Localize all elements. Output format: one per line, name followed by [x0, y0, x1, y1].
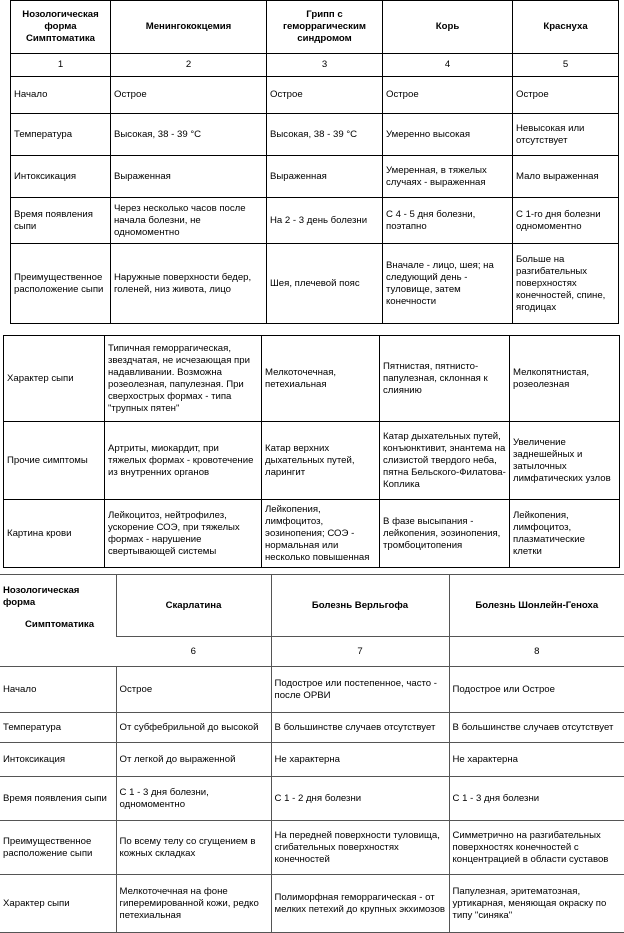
table-cell: Лейкоцитоз, нейтрофилез, ускорение СОЭ, при тяжелых формах - нарушение свертывающей системы — [105, 500, 262, 568]
table-cell: Подострое или Острое — [449, 667, 624, 713]
table-cell: Симметрично на разгибательных поверхностях конечностей с концентрацией в области суставов — [449, 821, 624, 875]
table-part-1 — [10, 0, 619, 324]
table-cell: Полиморфная геморрагическая - от мелких петехий до крупных экхимозов — [271, 875, 449, 933]
table-cell: Острое — [116, 667, 271, 713]
table-cell: С 4 - 5 дня болезни, поэтапно — [383, 198, 513, 244]
table-cell: Больше на разгибательных поверхностях конечностей, спине, ягодицах — [513, 244, 619, 324]
row-label: Температура — [11, 114, 111, 156]
table-cell: В фазе высыпания - лейкопения, эозинопения, тромбоцитопения — [380, 500, 510, 568]
row-label: Характер сыпи — [4, 336, 105, 422]
table-row — [0, 713, 624, 743]
number-cell: 4 — [383, 54, 513, 77]
table-cell: Умеренная, в тяжелых случаях - выраженная — [383, 156, 513, 198]
table-row — [11, 198, 619, 244]
table-row — [0, 667, 624, 713]
header-cell: Болезнь Верльгофа — [271, 575, 449, 637]
row-label: Время появления сыпи — [0, 777, 116, 821]
header-corner-cell — [0, 575, 116, 667]
table-row — [4, 422, 620, 500]
table-cell: Шея, плечевой пояс — [267, 244, 383, 324]
table-row — [11, 114, 619, 156]
table-cell: На передней поверхности туловища, сгибательных поверхностях конечностей — [271, 821, 449, 875]
row-label: Интоксикация — [0, 743, 116, 777]
table-cell: В большинстве случаев отсутствует — [449, 713, 624, 743]
table-cell: От субфебрильной до высокой — [116, 713, 271, 743]
table-row — [0, 875, 624, 933]
table-row — [0, 743, 624, 777]
table-cell: Выраженная — [111, 156, 267, 198]
row-label: Преимущественное расположение сыпи — [0, 821, 116, 875]
table-cell: От легкой до выраженной — [116, 743, 271, 777]
header-cell: Нозологическая форма Симптоматика — [11, 1, 111, 54]
table-cell: Мелкоточечная на фоне гиперемированной кожи, редко петехиальная — [116, 875, 271, 933]
row-label: Преимущественное расположение сыпи — [11, 244, 111, 324]
table-row — [0, 821, 624, 875]
table-cell: Пятнистая, пятнисто-папулезная, склонная к слиянию — [380, 336, 510, 422]
table-cell: Высокая, 38 - 39 °С — [111, 114, 267, 156]
row-label: Интоксикация — [11, 156, 111, 198]
table-cell: С 1 - 3 дня болезни, одномоментно — [116, 777, 271, 821]
table-cell: Через несколько часов после начала болезни, не одномоментно — [111, 198, 267, 244]
header-cell: Болезнь Шонлейн-Геноха — [449, 575, 624, 637]
table-cell: Не характерна — [449, 743, 624, 777]
header-corner-line2: Симптоматика — [25, 619, 95, 630]
number-cell: 1 — [11, 54, 111, 77]
table-cell: По всему телу со сгущением в кожных складках — [116, 821, 271, 875]
row-label: Время появления сыпи — [11, 198, 111, 244]
table-cell: Подострое или постепенное, часто - после ОРВИ — [271, 667, 449, 713]
header-row — [11, 1, 619, 54]
table-cell: Вначале - лицо, шея; на следующий день - туловище, затем конечности — [383, 244, 513, 324]
header-row — [0, 575, 624, 637]
table-cell: Невысокая или отсутствует — [513, 114, 619, 156]
table-cell: В большинстве случаев отсутствует — [271, 713, 449, 743]
row-label: Температура — [0, 713, 116, 743]
row-label: Характер сыпи — [0, 875, 116, 933]
header-cell: Скарлатина — [116, 575, 271, 637]
table-row — [11, 156, 619, 198]
table-cell: Высокая, 38 - 39 °С — [267, 114, 383, 156]
number-cell: 6 — [116, 637, 271, 667]
row-label: Начало — [0, 667, 116, 713]
table-cell: На 2 - 3 день болезни — [267, 198, 383, 244]
table-cell: Не характерна — [271, 743, 449, 777]
table-cell: Умеренно высокая — [383, 114, 513, 156]
table-row — [11, 244, 619, 324]
table-cell: С 1 - 3 дня болезни — [449, 777, 624, 821]
header-corner-line1: Нозологическая форма — [3, 585, 80, 608]
table-cell: Наружные поверхности бедер, голеней, низ живота, лицо — [111, 244, 267, 324]
header-cell: Корь — [383, 1, 513, 54]
number-cell: 5 — [513, 54, 619, 77]
table-cell: Мелкоточечная, петехиальная — [262, 336, 380, 422]
number-cell: 3 — [267, 54, 383, 77]
table-row — [11, 77, 619, 114]
table-cell: Острое — [111, 77, 267, 114]
table-cell: Катар дыхательных путей, конъюнктивит, энантема на слизистой твердого неба, пятна Бельского-Филатова-Коплика — [380, 422, 510, 500]
table-cell: Острое — [513, 77, 619, 114]
table-part-3 — [0, 574, 624, 933]
table-cell: Типичная геморрагическая, звездчатая, не исчезающая при надавливании. Возможна розеолезная, папулезная. При сверхострых формах - типа "трупных пятен" — [105, 336, 262, 422]
table-row — [4, 500, 620, 568]
table-row — [4, 336, 620, 422]
row-label: Картина крови — [4, 500, 105, 568]
table-row — [0, 777, 624, 821]
table-cell: Мелкопятнистая, розеолезная — [510, 336, 620, 422]
table-cell: С 1-го дня болезни одномоментно — [513, 198, 619, 244]
table-cell: Лейкопения, лимфоцитоз, эозинопения; СОЭ - нормальная или несколько повышенная — [262, 500, 380, 568]
table-cell: Мало выраженная — [513, 156, 619, 198]
row-label: Прочие симптомы — [4, 422, 105, 500]
number-cell: 2 — [111, 54, 267, 77]
table-cell: Папулезная, эритематозная, уртикарная, меняющая окраску по типу "синяка" — [449, 875, 624, 933]
number-cell: 8 — [449, 637, 624, 667]
number-cell: 7 — [271, 637, 449, 667]
table-cell: Выраженная — [267, 156, 383, 198]
table-cell: Острое — [267, 77, 383, 114]
row-label: Начало — [11, 77, 111, 114]
table-cell: Лейкопения, лимфоцитоз, плазматические клетки — [510, 500, 620, 568]
header-cell: Менингококцемия — [111, 1, 267, 54]
table-part-2 — [3, 335, 620, 568]
table-cell: Катар верхних дыхательных путей, ларингит — [262, 422, 380, 500]
table-cell: Увеличение заднешейных и затылочных лимфатических узлов — [510, 422, 620, 500]
number-row — [11, 54, 619, 77]
table-cell: С 1 - 2 дня болезни — [271, 777, 449, 821]
header-cell: Грипп с геморрагическим синдромом — [267, 1, 383, 54]
header-cell: Краснуха — [513, 1, 619, 54]
table-cell: Артриты, миокардит, при тяжелых формах - кровотечение из внутренних органов — [105, 422, 262, 500]
table-cell: Острое — [383, 77, 513, 114]
